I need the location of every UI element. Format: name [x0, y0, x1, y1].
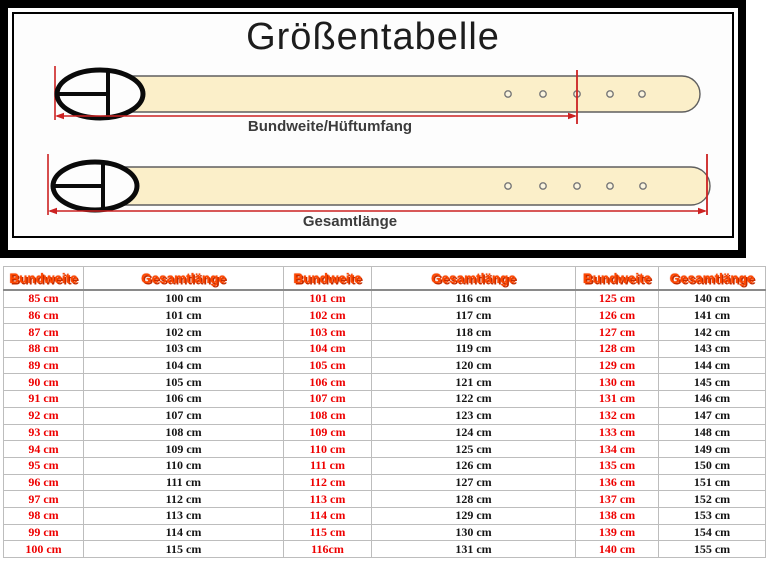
diagram-panel	[0, 0, 746, 258]
gesamtlaenge-value: 103 cm	[84, 341, 284, 358]
gesamtlaenge-value: 113 cm	[84, 507, 284, 524]
gesamtlaenge-value: 119 cm	[372, 341, 576, 358]
bundweite-value: 140 cm	[576, 541, 659, 558]
bundweite-value: 106 cm	[284, 374, 372, 391]
gesamtlaenge-value: 117 cm	[372, 307, 576, 324]
table-row	[4, 507, 766, 524]
gesamtlaenge-value: 121 cm	[372, 374, 576, 391]
bundweite-value: 137 cm	[576, 491, 659, 508]
gesamtlaenge-value: 122 cm	[372, 391, 576, 408]
table-row	[4, 374, 766, 391]
table-row	[4, 474, 766, 491]
bundweite-value: 109 cm	[284, 424, 372, 441]
gesamtlaenge-value: 145 cm	[659, 374, 766, 391]
table-row	[4, 391, 766, 408]
gesamtlaenge-value: 101 cm	[84, 307, 284, 324]
belt-buckle-icon	[57, 70, 143, 118]
col-header-gesamtlaenge: Gesamtlänge	[372, 267, 576, 291]
bundweite-value: 130 cm	[576, 374, 659, 391]
bundweite-value: 111 cm	[284, 457, 372, 474]
bundweite-value: 136 cm	[576, 474, 659, 491]
size-table-header	[4, 267, 766, 291]
bundweite-value: 107 cm	[284, 391, 372, 408]
bundweite-value: 139 cm	[576, 524, 659, 541]
bundweite-value: 128 cm	[576, 341, 659, 358]
size-table-body	[4, 290, 766, 558]
bundweite-value: 114 cm	[284, 507, 372, 524]
bundweite-value: 86 cm	[4, 307, 84, 324]
bundweite-value: 99 cm	[4, 524, 84, 541]
table-row	[4, 307, 766, 324]
gesamtlaenge-value: 140 cm	[659, 290, 766, 307]
table-row	[4, 491, 766, 508]
header-row	[4, 267, 766, 291]
table-row	[4, 341, 766, 358]
gesamtlaenge-value: 100 cm	[84, 290, 284, 307]
table-row	[4, 541, 766, 558]
belt-buckle-icon	[53, 162, 137, 210]
bundweite-value: 98 cm	[4, 507, 84, 524]
gesamtlaenge-value: 116 cm	[372, 290, 576, 307]
bundweite-value: 88 cm	[4, 341, 84, 358]
gesamtlaenge-value: 150 cm	[659, 457, 766, 474]
col-header-bundweite: Bundweite	[4, 267, 84, 291]
gesamtlaenge-value: 114 cm	[84, 524, 284, 541]
bundweite-value: 127 cm	[576, 324, 659, 341]
bundweite-value: 113 cm	[284, 491, 372, 508]
page-title: Größentabelle	[246, 16, 500, 58]
gesamtlaenge-value: 127 cm	[372, 474, 576, 491]
bundweite-value: 104 cm	[284, 341, 372, 358]
gesamtlaenge-value: 128 cm	[372, 491, 576, 508]
table-row	[4, 424, 766, 441]
gesamtlaenge-value: 125 cm	[372, 441, 576, 458]
gesamtlaenge-value: 144 cm	[659, 357, 766, 374]
table-row	[4, 524, 766, 541]
gesamtlaenge-value: 129 cm	[372, 507, 576, 524]
size-table	[3, 266, 766, 558]
bundweite-value: 96 cm	[4, 474, 84, 491]
gesamtlaenge-value: 141 cm	[659, 307, 766, 324]
bundweite-value: 87 cm	[4, 324, 84, 341]
gesamtlaenge-value: 130 cm	[372, 524, 576, 541]
bundweite-value: 89 cm	[4, 357, 84, 374]
gesamtlaenge-value: 152 cm	[659, 491, 766, 508]
bundweite-value: 133 cm	[576, 424, 659, 441]
gesamtlaenge-value: 148 cm	[659, 424, 766, 441]
gesamtlaenge-value: 143 cm	[659, 341, 766, 358]
col-header-bundweite: Bundweite	[576, 267, 659, 291]
bundweite-value: 132 cm	[576, 407, 659, 424]
bundweite-value: 105 cm	[284, 357, 372, 374]
gesamtlaenge-value: 109 cm	[84, 441, 284, 458]
bundweite-value: 135 cm	[576, 457, 659, 474]
gesamtlaenge-value: 107 cm	[84, 407, 284, 424]
diagram-panel-inner	[12, 12, 734, 238]
bundweite-value: 101 cm	[284, 290, 372, 307]
gesamtlaenge-value: 155 cm	[659, 541, 766, 558]
gesamtlaenge-value: 147 cm	[659, 407, 766, 424]
belt-1-illustration	[55, 66, 700, 124]
bundweite-value: 93 cm	[4, 424, 84, 441]
bundweite-value: 97 cm	[4, 491, 84, 508]
gesamtlaenge-value: 126 cm	[372, 457, 576, 474]
bundweite-value: 110 cm	[284, 441, 372, 458]
bundweite-value: 126 cm	[576, 307, 659, 324]
table-row	[4, 407, 766, 424]
bundweite-value: 108 cm	[284, 407, 372, 424]
bundweite-value: 92 cm	[4, 407, 84, 424]
bundweite-value: 85 cm	[4, 290, 84, 307]
bundweite-value: 90 cm	[4, 374, 84, 391]
bundweite-value: 138 cm	[576, 507, 659, 524]
gesamtlaenge-value: 115 cm	[84, 541, 284, 558]
bundweite-value: 129 cm	[576, 357, 659, 374]
gesamtlaenge-value: 106 cm	[84, 391, 284, 408]
bundweite-value: 100 cm	[4, 541, 84, 558]
belt-2-illustration	[48, 154, 710, 215]
gesamtlaenge-value: 131 cm	[372, 541, 576, 558]
gesamtlaenge-value: 104 cm	[84, 357, 284, 374]
bundweite-value: 102 cm	[284, 307, 372, 324]
gesamtlaenge-value: 154 cm	[659, 524, 766, 541]
bundweite-value: 115 cm	[284, 524, 372, 541]
table-row	[4, 457, 766, 474]
gesamtlaenge-value: 105 cm	[84, 374, 284, 391]
gesamtlaenge-value: 123 cm	[372, 407, 576, 424]
gesamtlaenge-value: 149 cm	[659, 441, 766, 458]
gesamtlaenge-diagram-label: Gesamtlänge	[302, 213, 398, 230]
col-header-gesamtlaenge: Gesamtlänge	[84, 267, 284, 291]
bundweite-value: 94 cm	[4, 441, 84, 458]
gesamtlaenge-value: 110 cm	[84, 457, 284, 474]
bundweite-value: 134 cm	[576, 441, 659, 458]
bundweite-value: 103 cm	[284, 324, 372, 341]
col-header-gesamtlaenge: Gesamtlänge	[659, 267, 766, 291]
bundweite-value: 116cm	[284, 541, 372, 558]
table-row	[4, 324, 766, 341]
gesamtlaenge-value: 112 cm	[84, 491, 284, 508]
gesamtlaenge-value: 124 cm	[372, 424, 576, 441]
belt-strap	[95, 167, 710, 205]
bundweite-value: 91 cm	[4, 391, 84, 408]
gesamtlaenge-value: 142 cm	[659, 324, 766, 341]
bundweite-diagram-label: Bundweite/Hüftumfang	[247, 118, 413, 135]
gesamtlaenge-value: 120 cm	[372, 357, 576, 374]
col-header-bundweite: Bundweite	[284, 267, 372, 291]
gesamtlaenge-value: 102 cm	[84, 324, 284, 341]
gesamtlaenge-value: 153 cm	[659, 507, 766, 524]
gesamtlaenge-value: 151 cm	[659, 474, 766, 491]
bundweite-value: 112 cm	[284, 474, 372, 491]
table-row	[4, 290, 766, 307]
gesamtlaenge-value: 111 cm	[84, 474, 284, 491]
table-row	[4, 441, 766, 458]
gesamtlaenge-value: 118 cm	[372, 324, 576, 341]
bundweite-value: 95 cm	[4, 457, 84, 474]
table-row	[4, 357, 766, 374]
gesamtlaenge-value: 146 cm	[659, 391, 766, 408]
gesamtlaenge-value: 108 cm	[84, 424, 284, 441]
bundweite-value: 125 cm	[576, 290, 659, 307]
bundweite-value: 131 cm	[576, 391, 659, 408]
